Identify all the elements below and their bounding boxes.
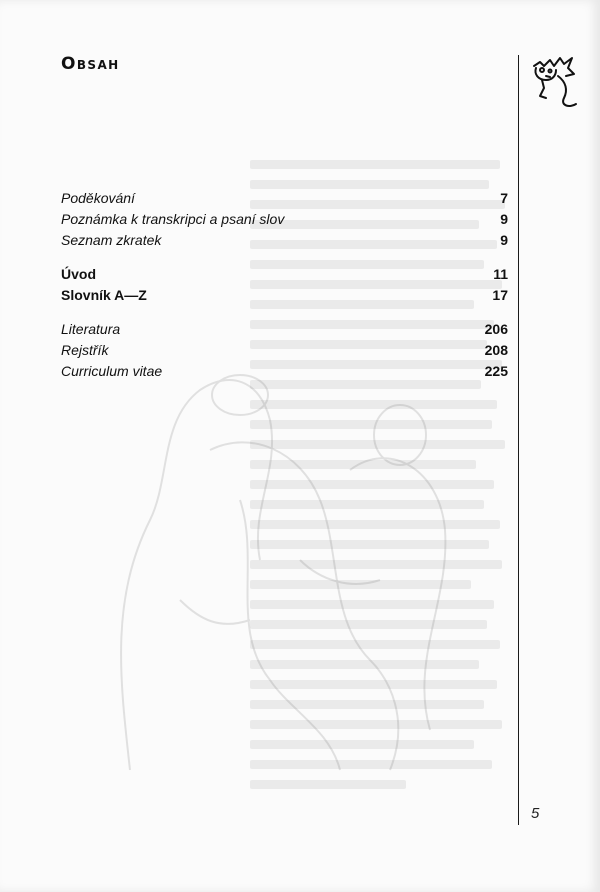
toc-entry-page: 225 [484,363,508,379]
toc-entry[interactable] [61,361,508,382]
toc-entry-page: 11 [493,266,508,282]
toc-entry[interactable] [61,230,508,251]
toc-entry-page: 7 [500,190,508,206]
toc-entry-label: Literatura [61,321,121,337]
toc-entry-page: 206 [484,321,508,337]
toc-entry-label: Seznam zkratek [61,232,162,248]
toc-entry-label: Poznámka k transkripci a psaní slov [61,211,285,227]
toc-entry[interactable] [61,340,508,361]
page-title: Obsah [61,54,120,74]
toc-entry[interactable] [61,209,508,230]
toc-entry[interactable] [61,285,508,306]
dragon-doodle-icon [528,52,580,110]
toc-group-main [61,264,508,306]
toc-entry[interactable] [61,188,508,209]
toc-entry-page: 9 [500,211,508,227]
toc-entry-label: Slovník A—Z [61,287,147,303]
toc-entry[interactable] [61,264,508,285]
toc-entry-page: 17 [492,287,508,303]
toc-entry-label: Rejstřík [61,342,109,358]
margin-rule [518,55,519,825]
toc-entry-page: 208 [484,342,508,358]
toc-entry-label: Poděkování [61,190,135,206]
toc-entry-label: Úvod [61,266,96,282]
table-of-contents [61,188,508,395]
page-number: 5 [531,805,540,822]
toc-group-front-matter [61,188,508,251]
toc-group-back-matter [61,319,508,382]
toc-entry[interactable] [61,319,508,340]
toc-entry-page: 9 [500,232,508,248]
toc-entry-label: Curriculum vitae [61,363,163,379]
